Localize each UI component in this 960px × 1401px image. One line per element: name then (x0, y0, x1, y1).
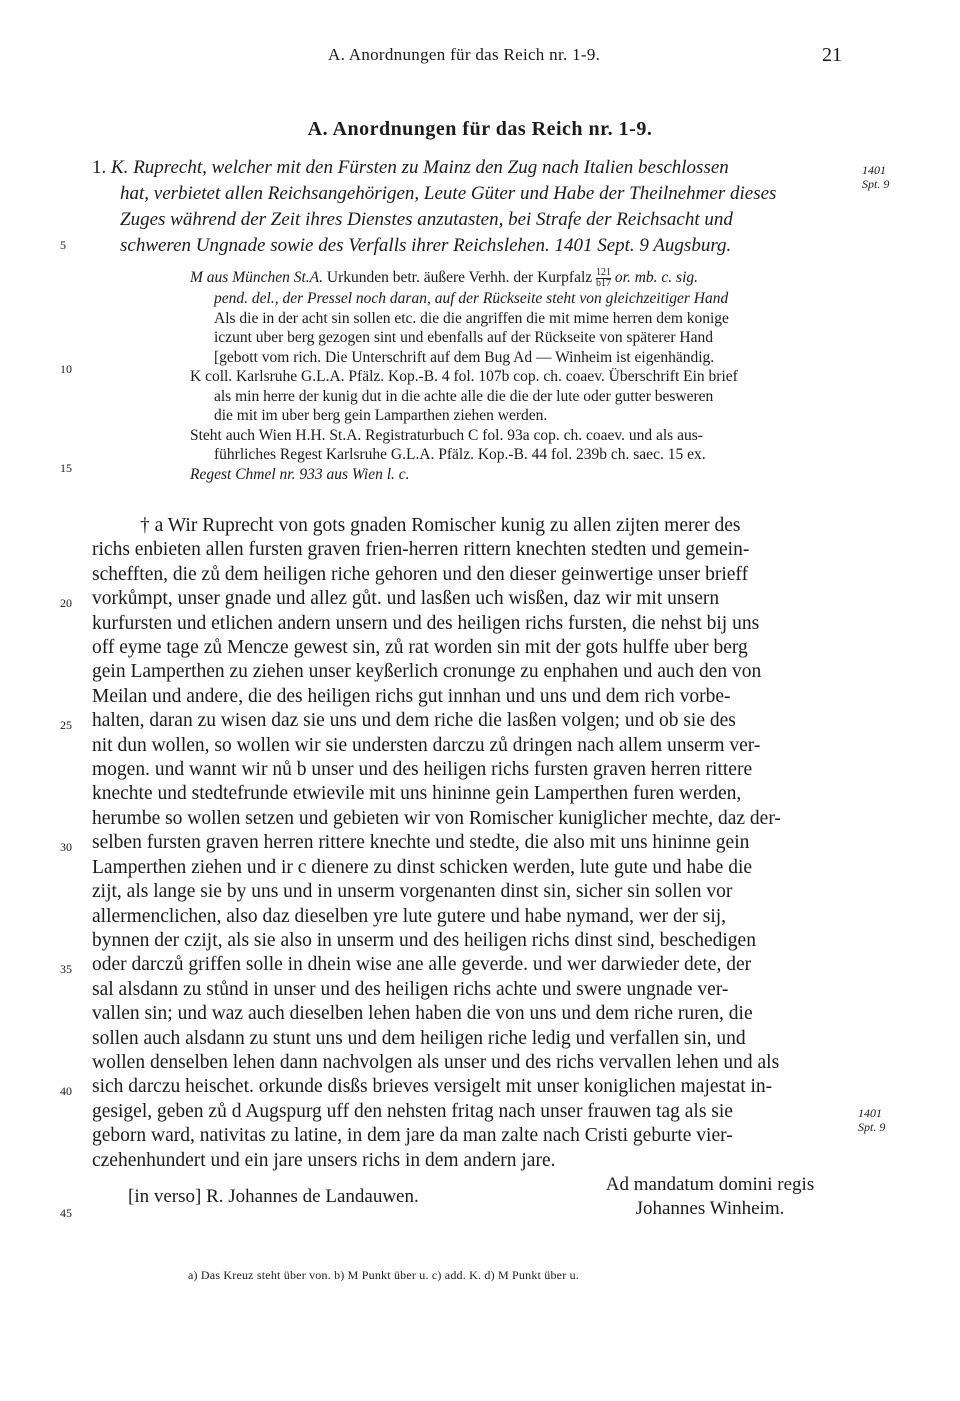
text-line: schefften, die zů dem heiligen riche gehoren und den dieser geinwertige unser brieff (92, 563, 749, 585)
apparatus-line: als min herre der kunig dut in die achte alle die die der lute oder gutter besweren (214, 387, 714, 405)
margin-date-year: 1401 (858, 1106, 882, 1120)
text-line: kurfursten und etlichen andern unsern und des heiligen richs fursten, die nehst bij uns (92, 612, 760, 634)
text-line: herumbe so wollen setzen und gebieten wir von Romischer kuniglicher mechte, daz der- (92, 807, 781, 829)
chancery-note-line-2: Johannes Winheim. (635, 1198, 785, 1219)
text-line: gesigel, geben zů d Augspurg uff den nehsten fritag nach unser frauwen tag als sie (92, 1100, 733, 1122)
apparatus-line: iczunt uber berg gezogen sint und ebenfalls auf der Rückseite von späterer Hand (214, 329, 713, 346)
margin-date-day: Spt. 9 (858, 1120, 886, 1134)
apparatus-line: die mit im uber berg gein Lamparthen ziehen werden. (214, 407, 548, 424)
text-line: allermenclichen, also daz dieselben yre lute gutere und habe nymand, wer der sij, (92, 905, 727, 927)
text-line: selben fursten graven herren rittere knechte und stedte, die also mit uns hininne gein (92, 832, 750, 854)
line-number: 30 (60, 840, 72, 854)
line-number: 5 (60, 238, 66, 252)
text-line: richs enbieten allen fursten graven frien-herren rittern knechten stedten und gemein- (92, 539, 750, 561)
apparatus-line: pend. del., der Pressel noch daran, auf der Rückseite steht von gleichzeitiger Hand (214, 290, 729, 307)
text-line: vorkůmpt, unser gnade und allez gůt. und lasßen uch wisßen, daz wir mit unsern (92, 588, 720, 610)
section-title: A. Anordnungen für das Reich nr. 1-9. (307, 118, 653, 140)
line-number: 10 (60, 362, 72, 376)
text-line: sal alsdann zu stůnd in unser und des heiligen richs achte und swere ungnade ver- (92, 978, 729, 1000)
regest-text: Ruprecht, welcher mit den Fürsten zu Mainz den Zug nach Italien beschlossen (133, 157, 729, 178)
line-number: 20 (60, 596, 72, 610)
line-number: 15 (60, 461, 72, 475)
apparatus-source-desc: or. mb. c. sig. (611, 269, 699, 287)
footnotes: a) Das Kreuz steht über von. b) M Punkt über u. c) add. K. d) M Punkt über u. (188, 1268, 579, 1282)
document-text (92, 514, 852, 1173)
text-line: off eyme tage zů Mencze gewest sin, zů rat worden sin mit der gots hulffe uber berg (92, 637, 748, 659)
regest-line-4: schweren Ungnade sowie des Verfalls ihrer Reichslehen. 1401 Sept. 9 Augsburg. (120, 235, 732, 256)
running-head: A. Anordnungen für das Reich nr. 1-9. (328, 45, 601, 64)
margin-date-top (862, 163, 889, 191)
fraction-bottom: b17 (596, 278, 612, 289)
apparatus-line: Steht auch Wien H.H. St.A. Registraturbuch C fol. 93a cop. ch. coaev. und als aus- (190, 426, 703, 444)
apparatus-source: M aus München St.A. (190, 269, 324, 287)
page-number: 21 (822, 44, 842, 66)
closing-endorsement: [in verso] R. Johannes de Landauwen. (128, 1186, 419, 1207)
apparatus-line: Regest Chmel nr. 933 aus Wien l. c. (190, 465, 410, 483)
text-line: † a Wir Ruprecht von gots gnaden Romischer kunig zu allen zijten merer des (140, 515, 741, 536)
text-line: zijt, als lange sie by uns und in unserm vorgenanten dinst sin, sicher sin sollen vor (92, 881, 733, 903)
regest-block (92, 155, 852, 259)
text-line: bynnen der czijt, als sie also in unserm und des heiligen richs dinst sind, beschedigen (92, 929, 756, 951)
text-line: czehenhundert und ein jare unsers richs in dem andern jare. (92, 1149, 556, 1171)
margin-date-year: 1401 (862, 163, 886, 177)
line-number: 25 (60, 718, 72, 732)
text-line: mogen. und wannt wir nů b unser und des heiligen richs fursten graven herren rittere (92, 759, 753, 781)
fraction-top: 121 (596, 267, 612, 278)
text-line: sollen auch alsdann zu stunt uns und dem heiligen riche ledig und verfallen sin, und (92, 1027, 746, 1049)
text-line: geborn ward, nativitas zu latine, in dem jare da man zalte nach Cristi geburte vier- (92, 1125, 733, 1147)
apparatus-block (190, 268, 850, 484)
text-line: Lamperthen ziehen und ir c dienere zu dinst schicken werden, lute gute und habe die (92, 856, 753, 878)
regest-line-1 (92, 155, 852, 181)
chancery-note-line-1: Ad mandatum domini regis (605, 1174, 815, 1195)
regest-number: 1. (92, 157, 107, 178)
apparatus-line: Als die in der acht sin sollen etc. die die angriffen die mit mime herren dem konige (214, 309, 729, 327)
closing-chancery-note (590, 1173, 830, 1221)
apparatus-fraction (596, 268, 611, 289)
text-line: knechte und stedtefrunde etwievile mit uns hininne gein Lamperthen furen werden, (92, 783, 742, 805)
text-line: gein Lamperthen zu ziehen unser keyßerlich cronunge zu enphahen und auch den von (92, 661, 762, 683)
apparatus-source-detail: Urkunden betr. äußere Verhh. der Kurpfalz (323, 269, 597, 287)
line-number: 35 (60, 962, 72, 976)
text-line: nit dun wollen, so wollen wir sie understen darczu zů dringen nach allem unserm ver- (92, 734, 761, 756)
line-number: 40 (60, 1084, 72, 1098)
line-number: 45 (60, 1206, 72, 1220)
apparatus-line: K coll. Karlsruhe G.L.A. Pfälz. Kop.-B. 4 fol. 107b cop. ch. coaev. Überschrift Ein brief (190, 368, 738, 385)
text-line: sich darczu heischet. orkunde disßs brieves versigelt mit unser koniglichen majestat in- (92, 1076, 773, 1098)
text-line: oder darczů griffen solle in dhein wise ane alle geverde. und wer darwieder dete, der (92, 954, 752, 976)
regest-line-3: Zuges während der Zeit ihres Dienstes anzutasten, bei Strafe der Reichsacht und (120, 209, 733, 230)
text-line: wollen denselben lehen dann nachvolgen als unser und des richs vervallen lehen und als (92, 1051, 780, 1073)
regest-line-2: hat, verbietet allen Reichsangehörigen, Leute Güter und Habe der Theilnehmer dieses (120, 183, 777, 204)
apparatus-line: führliches Regest Karlsruhe G.L.A. Pfälz. Kop.-B. 44 fol. 239b ch. saec. 15 ex. (214, 446, 706, 463)
regest-abbrev: K. (111, 157, 129, 178)
text-line: halten, daran zu wisen daz sie uns und dem riche die lasßen volgen; und ob sie des (92, 710, 736, 732)
text-line: vallen sin; und waz auch dieselben lehen haben die von uns und dem riche ruren, die (92, 1003, 753, 1025)
text-line: Meilan und andere, die des heiligen richs gut innhan und uns und dem rich vorbe- (92, 685, 731, 707)
apparatus-line: [gebott vom rich. Die Unterschrift auf dem Bug Ad — Winheim ist eigenhändig. (214, 348, 715, 366)
apparatus-line (190, 268, 850, 289)
margin-date-day: Spt. 9 (862, 177, 890, 191)
margin-date-bottom (858, 1106, 885, 1134)
